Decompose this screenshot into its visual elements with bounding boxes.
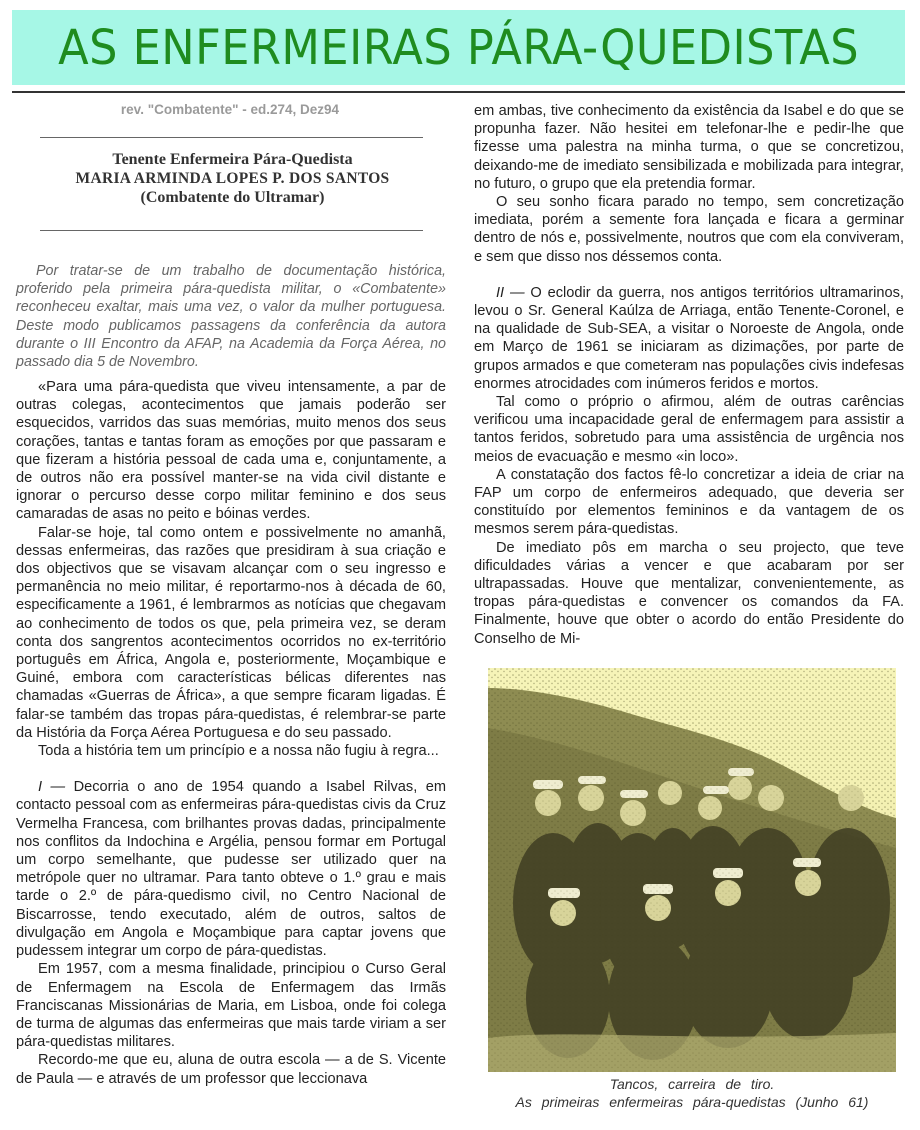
- title-banner: [12, 10, 905, 85]
- body-paragraph: Falar-se hoje, tal como ontem e possivelmente no amanhã, dessas enfermeiras, das razões que presidiram à sua criação e dos objectivos que se visavam alcançar com o seu ingresso e permanência no meio militar, é reportarmo-nos à década de 60, especificamente a 1961, é lembrarmos as notícias que chegavam ao conhecimento de todos os que, pela primeira vez, se deram conta dos sangrentos acontecimentos ocorridos no ex-território português em África, Angola e, posteriormente, Moçambique e Guiné, embora com características bélicas diferentes nas chamadas «Guerras de África», a que sempre ficaram ligadas. É falar-se também das tropas pára-quedistas, é relembrar-se parte da História da Força Aérea Portuguesa e do seu passado.: [16, 524, 446, 741]
- page-title: AS ENFERMEIRAS PÁRA-QUEDISTAS: [58, 19, 859, 76]
- group-photo: [488, 668, 896, 1072]
- body-paragraph: «Para uma pára-quedista que viveu intensamente, a par de outras colegas, acontecimentos que jamais poderão ser esquecidos, varridos das suas memórias, muito menos dos seus corações, tantas e tantas foram as emoções por que passaram e que fizeram a história pessoal de cada uma e, conjuntamente, a de outros não era possível manter-se na vida civil distante e ignorar o percurso desse corpo militar feminino e dos seus camaradas de asas no peito e bóinas verdes.: [16, 379, 446, 523]
- caption-line-2: As primeiras enfermeiras pára-quedistas (Junho 61): [515, 1094, 869, 1110]
- intro-paragraph: [16, 262, 446, 371]
- author-note: (Combatente do Ultramar): [140, 189, 325, 206]
- author-name: MARIA ARMINDA LOPES P. DOS SANTOS: [75, 170, 390, 187]
- body-paragraph: Tal como o próprio o afirmou, além de outras carências verificou uma incapacidade geral de enfermagem para assistir a tantos feridos, sobretudo para uma assistência de urgência nos meios de evacuação e mesmo «in loco».: [474, 394, 904, 465]
- body-paragraph: O seu sonho ficara parado no tempo, sem concretização imediata, porém a semente fora lançada e ficara a germinar dentro de nós e, possivelmente, noutros que com ela conviveram, e sem que disso nos déssemos conta.: [474, 194, 904, 265]
- body-paragraph: De imediato pôs em marcha o seu projecto, que teve dificuldades várias a vencer e que acabaram por ser ultrapassadas. Houve que mentalizar, convenientemente, as tropas pára-quedistas e convencer os comandos da FA. Finalmente, houve que obter o acordo do então Presidente do Conselho de Mi-: [474, 539, 904, 647]
- source-line: rev. "Combatente" - ed.274, Dez94: [120, 102, 340, 117]
- photo-image: [488, 668, 896, 1072]
- author-rank: Tenente Enfermeira Pára-Quedista: [112, 151, 353, 168]
- body-paragraph: A constatação dos factos fê-lo concretizar a ideia de criar na FAP um corpo de enfermeiros adequado, que deveria ser constituído por elementos femininos e da vantagem de os mesmos serem pára-quedistas.: [474, 466, 904, 538]
- section-2-marker: II —: [496, 284, 525, 301]
- byline-top-divider: [40, 137, 423, 138]
- photo-caption: [488, 1075, 896, 1111]
- byline: [40, 150, 425, 207]
- right-column: [474, 102, 904, 648]
- title-divider: [12, 91, 905, 93]
- body-paragraph: Toda a história tem um princípio e a nossa não fugiu à regra...: [38, 743, 439, 760]
- body-paragraph: em ambas, tive conhecimento da existência da Isabel e do que se propunha fazer. Não hesitei em telefonar-lhe e pedir-lhe que fizesse uma palestra na minha turma, o que se concretizou, deixando-me de imediato sensibilizada e mobilizada para integrar, no futuro, o grupo que ela pretendia formar.: [474, 103, 904, 192]
- section-1-text: Decorria o ano de 1954 quando a Isabel Rilvas, em contacto pessoal com as enfermeiras pára-quedistas civis da Cruz Vermelha Francesa, com brilhantes provas dadas, principalmente nos conflitos da Indochina e Argélia, pensou formar em Portugal um corpo semelhante, que pudesse ser utilizado quer na metrópole quer no ultramar. Para tanto obteve o 1.º grau e mais tarde o 2.º de pára-quedismo civil, no Centro Nacional de Biscarrosse, tendo executado, além de outros, saltos de divulgação em Angola e Moçambique para captar jovens que pudessem integrar um corpo de pára-quedistas.: [16, 779, 447, 960]
- body-paragraph: Em 1957, com a mesma finalidade, principiou o Curso Geral de Enfermagem na Escola de Enfermagem das Irmãs Franciscanas Missionárias de Maria, em Lisboa, onde foi colega de turma de algumas das enfermeiras que mais tarde viriam a ser pára-quedistas militares.: [16, 961, 446, 1051]
- intro-text: Por tratar-se de um trabalho de documentação histórica, proferido pela primeira pára-quedista militar, o «Combatente» reconheceu exaltar, mais uma vez, o valor da mulher portuguesa. Deste modo publicamos passagens da conferência da autora durante o III Encontro da AFAP, na Academia da Força Aérea, no passado dia 5 de Novembro.: [16, 263, 446, 371]
- section-1-paragraph: [16, 778, 446, 960]
- body-paragraph: Recordo-me que eu, aluna de outra escola — a de S. Vicente de Paula — e através de um professor que leccionava: [16, 1052, 446, 1087]
- left-column: [16, 378, 446, 1088]
- section-2-text: O eclodir da guerra, nos antigos territórios ultramarinos, levou o Sr. General Kaúlza de Arriaga, então Tenente-Coronel, e na qualidade de Sub-SEA, a visitar o Noroeste de Angola, onde em Março de 1961 se iniciaram as dizimações, por parte de grupos armados e que cometeram nas populações civis indefesas enormes atrocidades com inúmeros feridos e mortos.: [474, 284, 904, 392]
- byline-bottom-divider: [40, 230, 423, 231]
- caption-line-1: Tancos, carreira de tiro.: [609, 1076, 775, 1092]
- section-1-marker: I —: [38, 779, 66, 796]
- section-2-paragraph: [474, 284, 904, 393]
